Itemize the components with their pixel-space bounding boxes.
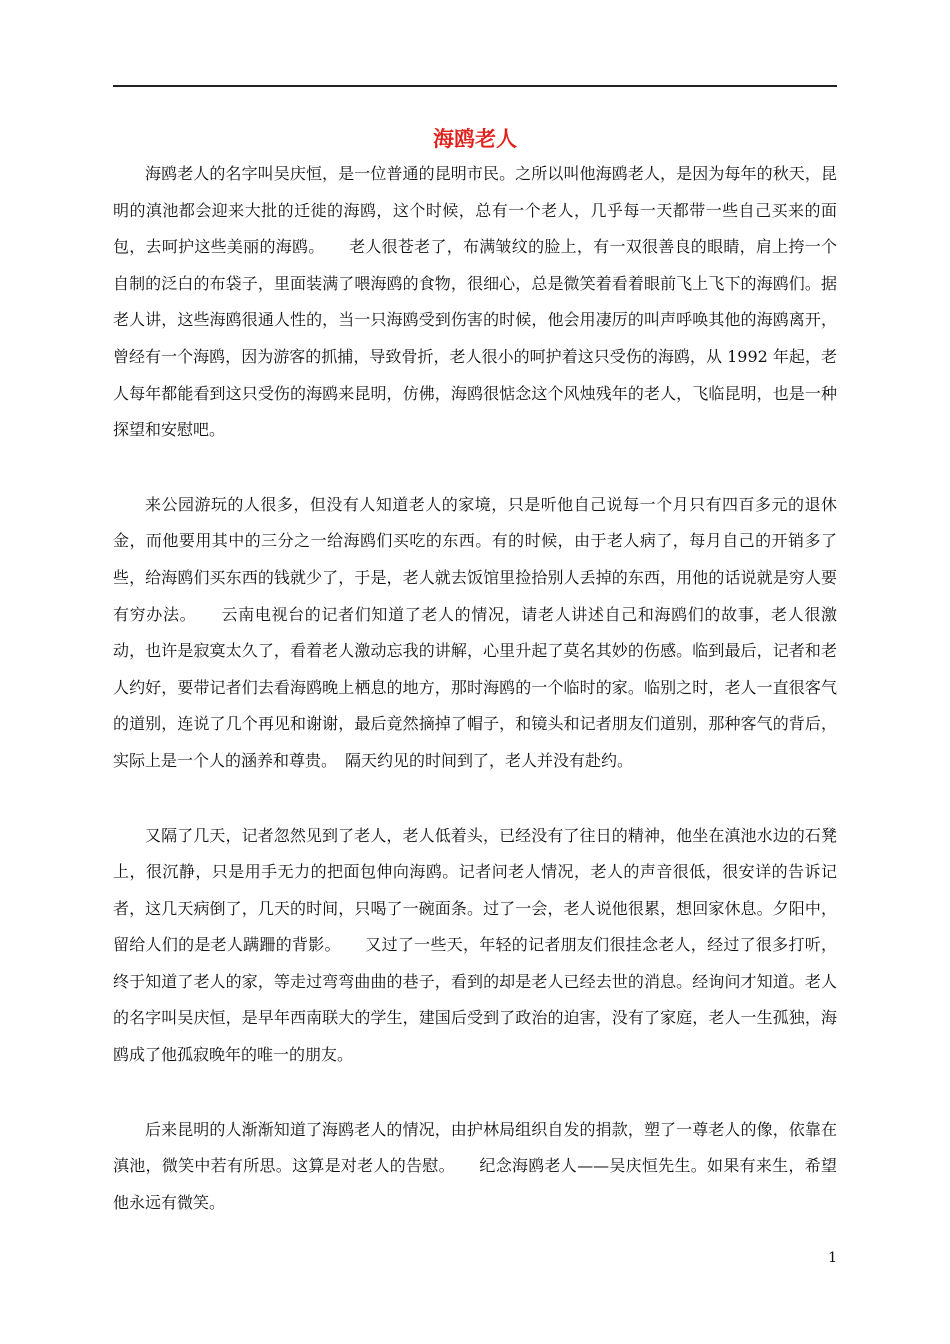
paragraph-3: 又隔了几天，记者忽然见到了老人，老人低着头，已经没有了往日的精神，他坐在滇池水边的石凳上，很沉静，只是用手无力的把面包伸向海鸥。记者问老人情况，老人的声音很低，很安详的告诉记者，这几天病倒了，几天的时间，只喝了一碗面条。过了一会，老人说他很累，想回家休息。夕阳中，留给人们的是老人蹒跚的背影。 又过了一些天，年轻的记者朋友们很挂念老人，经过了很多打听，终于知道了老人的家，等走过弯弯曲曲的巷子，看到的却是老人已经去世的消息。经询问才知道。老人的名字叫吴庆恒，是早年西南联大的学生，建国后受到了政治的迫害，没有了家庭，老人一生孤独，海鸥成了他孤寂晚年的唯一的朋友。 — [113, 825, 837, 1065]
paragraph-1: 海鸥老人的名字叫吴庆恒，是一位普通的昆明市民。之所以叫他海鸥老人，是因为每年的秋天，昆明的滇池都会迎来大批的迁徙的海鸥，这个时候，总有一个老人，几乎每一天都带一些自己买来的面包，去呵护这些美丽的海鸥。 老人很苍老了，布满皱纹的脸上，有一双很善良的眼睛，肩上挎一个自制的泛白的布袋子，里面装满了喂海鸥的食物，很细心，总是微笑着看着眼前飞上飞下的海鸥们。据老人讲，这些海鸥很通人性的，当一只海鸥受到伤害的时候，他会用凄厉的叫声呼唤其他的海鸥离开，曾经有一个海鸥，因为游客的抓捕，导致骨折，老人很小的呵护着这只受伤的海鸥，从 1992 年起，老人每年都能看到这只受伤的海鸥来昆明，仿佛，海鸥很惦念这个风烛残年的老人，飞临昆明，也是一种探望和安慰吧。 — [113, 164, 837, 440]
paragraph-spacer — [113, 780, 837, 818]
paragraph-spacer — [113, 449, 837, 487]
paragraph-4: 后来昆明的人渐渐知道了海鸥老人的情况，由护林局组织自发的捐款，塑了一尊老人的像，依靠在滇池，微笑中若有所思。这算是对老人的告慰。 纪念海鸥老人——吴庆恒先生。如果有来生，希望他永远有微笑。 — [113, 1119, 837, 1212]
document-title: 海鸥老人 — [433, 126, 517, 151]
header-rule — [113, 85, 837, 87]
page-number: 1 — [828, 1250, 837, 1266]
paragraph-2: 来公园游玩的人很多，但没有人知道老人的家境，只是听他自己说每一个月只有四百多元的退休金，而他要用其中的三分之一给海鸥们买吃的东西。有的时候，由于老人病了，每月自己的开销多了些，给海鸥们买东西的钱就少了，于是，老人就去饭馆里捡拾别人丢掉的东西，用他的话说就是穷人要有穷办法。 云南电视台的记者们知道了老人的情况，请老人讲述自己和海鸥们的故事，老人很激动，也许是寂寞太久了，看着老人激动忘我的讲解，心里升起了莫名其妙的伤感。临到最后，记者和老人约好，要带记者们去看海鸥晚上栖息的地方，那时海鸥的一个临时的家。临别之时，老人一直很客气的道别，连说了几个再见和谢谢，最后竟然摘掉了帽子，和镜头和记者朋友们道别，那种客气的背后，实际上是一个人的涵养和尊贵。 隔天约见的时间到了，老人并没有赴约。 — [113, 494, 837, 770]
article-body — [113, 156, 837, 1221]
paragraph-spacer — [113, 1074, 837, 1112]
